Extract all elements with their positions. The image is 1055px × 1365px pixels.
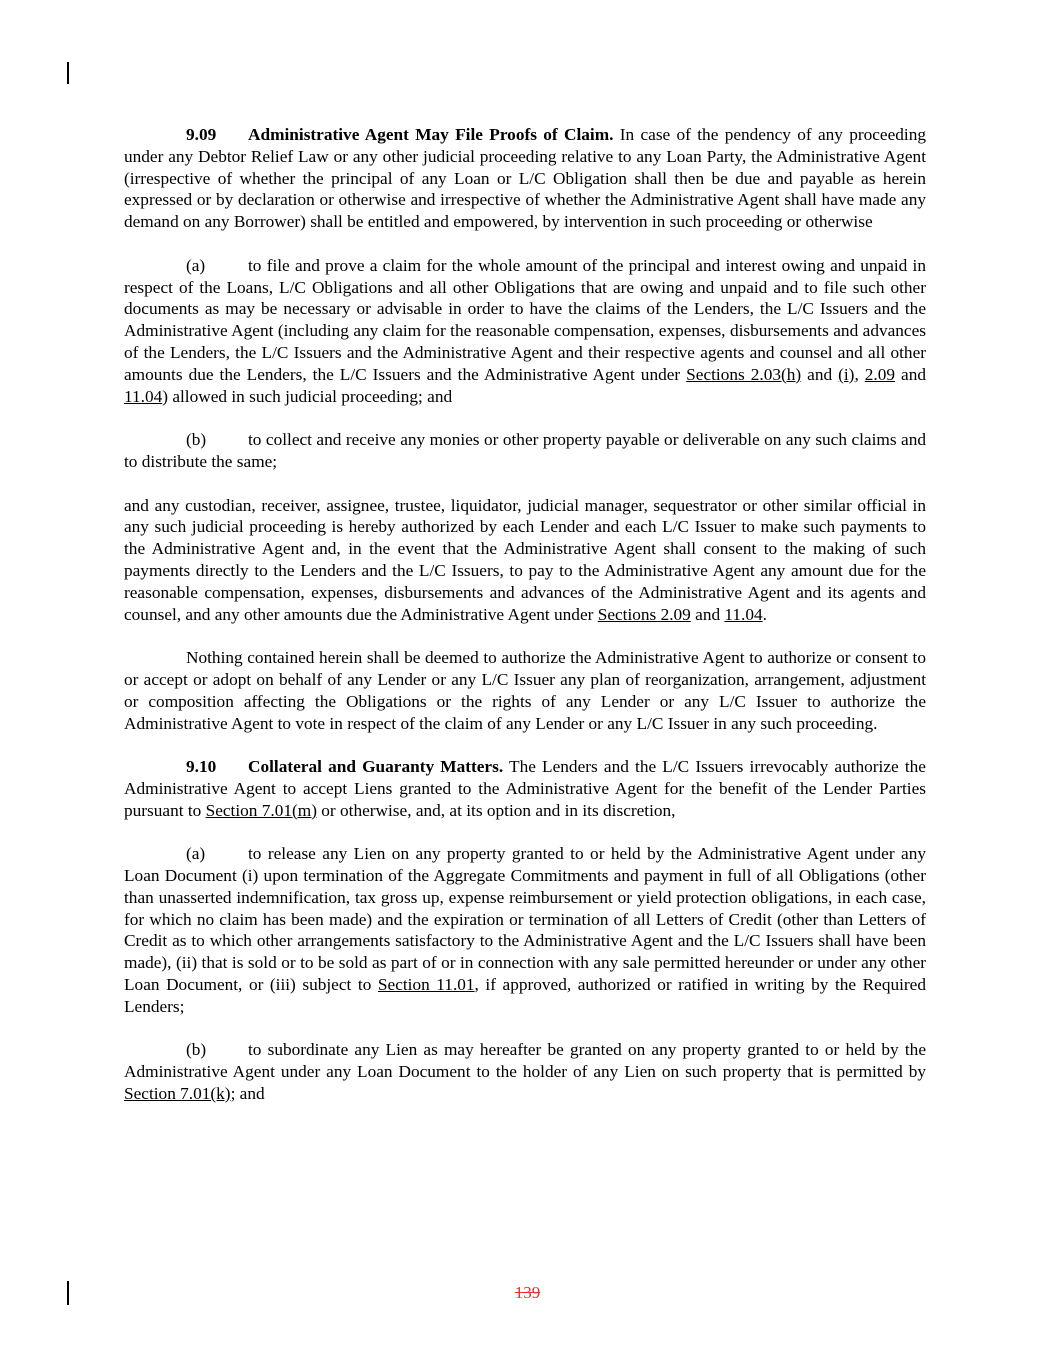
cross-reference: Section 7.01(m) — [205, 800, 317, 820]
document-body — [124, 124, 926, 1127]
section-number: 9.10 — [186, 757, 217, 777]
change-bar-top — [67, 62, 69, 84]
clause-label: (a) — [186, 844, 206, 864]
section-9-09-clause-a: (a) to file and prove a claim for the whole amount of the principal and interest owing and unpaid in respect of the Loans, L/C Obligations and all other Obligations that are owing and unpaid and to file such other documents as may be necessary or advisable in order to have the claims of the Lenders, the L/C Issuers and the Administrative Agent (including any claim for the reasonable compensation, expenses, disbursements and advances of the Lenders, the L/C Issuers and the Administrative Agent and their respective agents and counsel and all other amounts due the Lenders, the L/C Issuers and the Administrative Agent under Sections 2.03(h) and (i), 2.09 and 11.04) allowed in such judicial proceeding; and — [124, 255, 926, 406]
clause-label: (b) — [186, 1040, 207, 1060]
section-9-09-nothing-paragraph: Nothing contained herein shall be deemed to authorize the Administrative Agent to authorize or consent to or accept or adopt on behalf of any Lender or any L/C Issuer any plan of reorganization, arrangement, adjustment or composition affecting the Obligations or the rights of any Lender or any L/C Issuer to authorize the Administrative Agent to vote in respect of the claim of any Lender or any L/C Issuer in any such proceeding. — [124, 648, 926, 733]
clause-label: (b) — [186, 430, 207, 450]
section-9-10-clause-a: (a) to release any Lien on any property granted to or held by the Administrative Agent under any Loan Document (i) upon termination of the Aggregate Commitments and payment in full of all Obligations (other than unasserted indemnification, tax gross up, expense reimbursement or yield protection obligations, in each case, for which no claim has been made) and the expiration or termination of all Letters of Credit (other than Letters of Credit as to which other arrangements satisfactory to the Administrative Agent and the L/C Issuers shall have been made), (ii) that is sold or to be sold as part of or in connection with any sale permitted hereunder or under any other Loan Document, or (iii) subject to Section 11.01, if approved, authorized or ratified in writing by the Required Lenders; — [124, 844, 926, 1016]
section-heading: Collateral and Guaranty Matters. — [248, 757, 504, 777]
section-9-10-clause-b: (b) to subordinate any Lien as may hereafter be granted on any property granted to or held by the Administrative Agent under any Loan Document to the holder of any Lien on such property that is permitted by Section 7.01(k); and — [124, 1040, 926, 1104]
section-heading: Administrative Agent May File Proofs of Claim. — [248, 125, 614, 144]
section-number: 9.09 — [186, 125, 217, 144]
cross-reference: Sections 2.09 — [597, 604, 691, 624]
cross-reference: Section 7.01(k) — [124, 1084, 231, 1104]
section-9-10-intro: 9.10 Collateral and Guaranty Matters. The Lenders and the L/C Issuers irrevocably authorize the Administrative Agent to accept Liens granted to the Administrative Agent for the benefit of the Lender Parties pursuant to Section 7.01(m) or otherwise, and, at its option and in its discretion, — [124, 757, 926, 820]
cross-reference: Section 11.01 — [377, 975, 475, 995]
cross-reference: 11.04 — [724, 604, 763, 624]
section-9-09-clause-b: (b) to collect and receive any monies or other property payable or deliverable on any such claims and to distribute the same; — [124, 430, 926, 471]
cross-reference: Sections 2.03(h) — [686, 364, 802, 384]
cross-reference: (i) — [838, 364, 855, 384]
section-9-09-continuation: and any custodian, receiver, assignee, trustee, liquidator, judicial manager, sequestrator or other similar official in any such judicial proceeding is hereby authorized by each Lender and each L/C Issuer to make such payments to the Administrative Agent and, in the event that the Administrative Agent shall consent to the making of such payments directly to the Lenders and the L/C Issuers, to pay to the Administrative Agent any amount due for the reasonable compensation, expenses, disbursements and advances of the Administrative Agent and its agents and counsel, and any other amounts due the Administrative Agent under Sections 2.09 and 11.04. — [124, 495, 926, 624]
clause-label: (a) — [186, 255, 206, 275]
page-number: 139 — [514, 1283, 541, 1302]
cross-reference: 2.09 — [864, 364, 896, 384]
section-9-09-intro: 9.09 Administrative Agent May File Proofs of Claim. In case of the pendency of any proceeding under any Debtor Relief Law or any other judicial proceeding relative to any Loan Party, the Administrative Agent (irrespective of whether the principal of any Loan or L/C Obligation shall then be due and payable as herein expressed or by declaration or otherwise and irrespective of whether the Administrative Agent shall have made any demand on any Borrower) shall be entitled and empowered, by intervention in such proceeding or otherwise — [124, 125, 926, 232]
cross-reference: 11.04 — [124, 386, 163, 406]
